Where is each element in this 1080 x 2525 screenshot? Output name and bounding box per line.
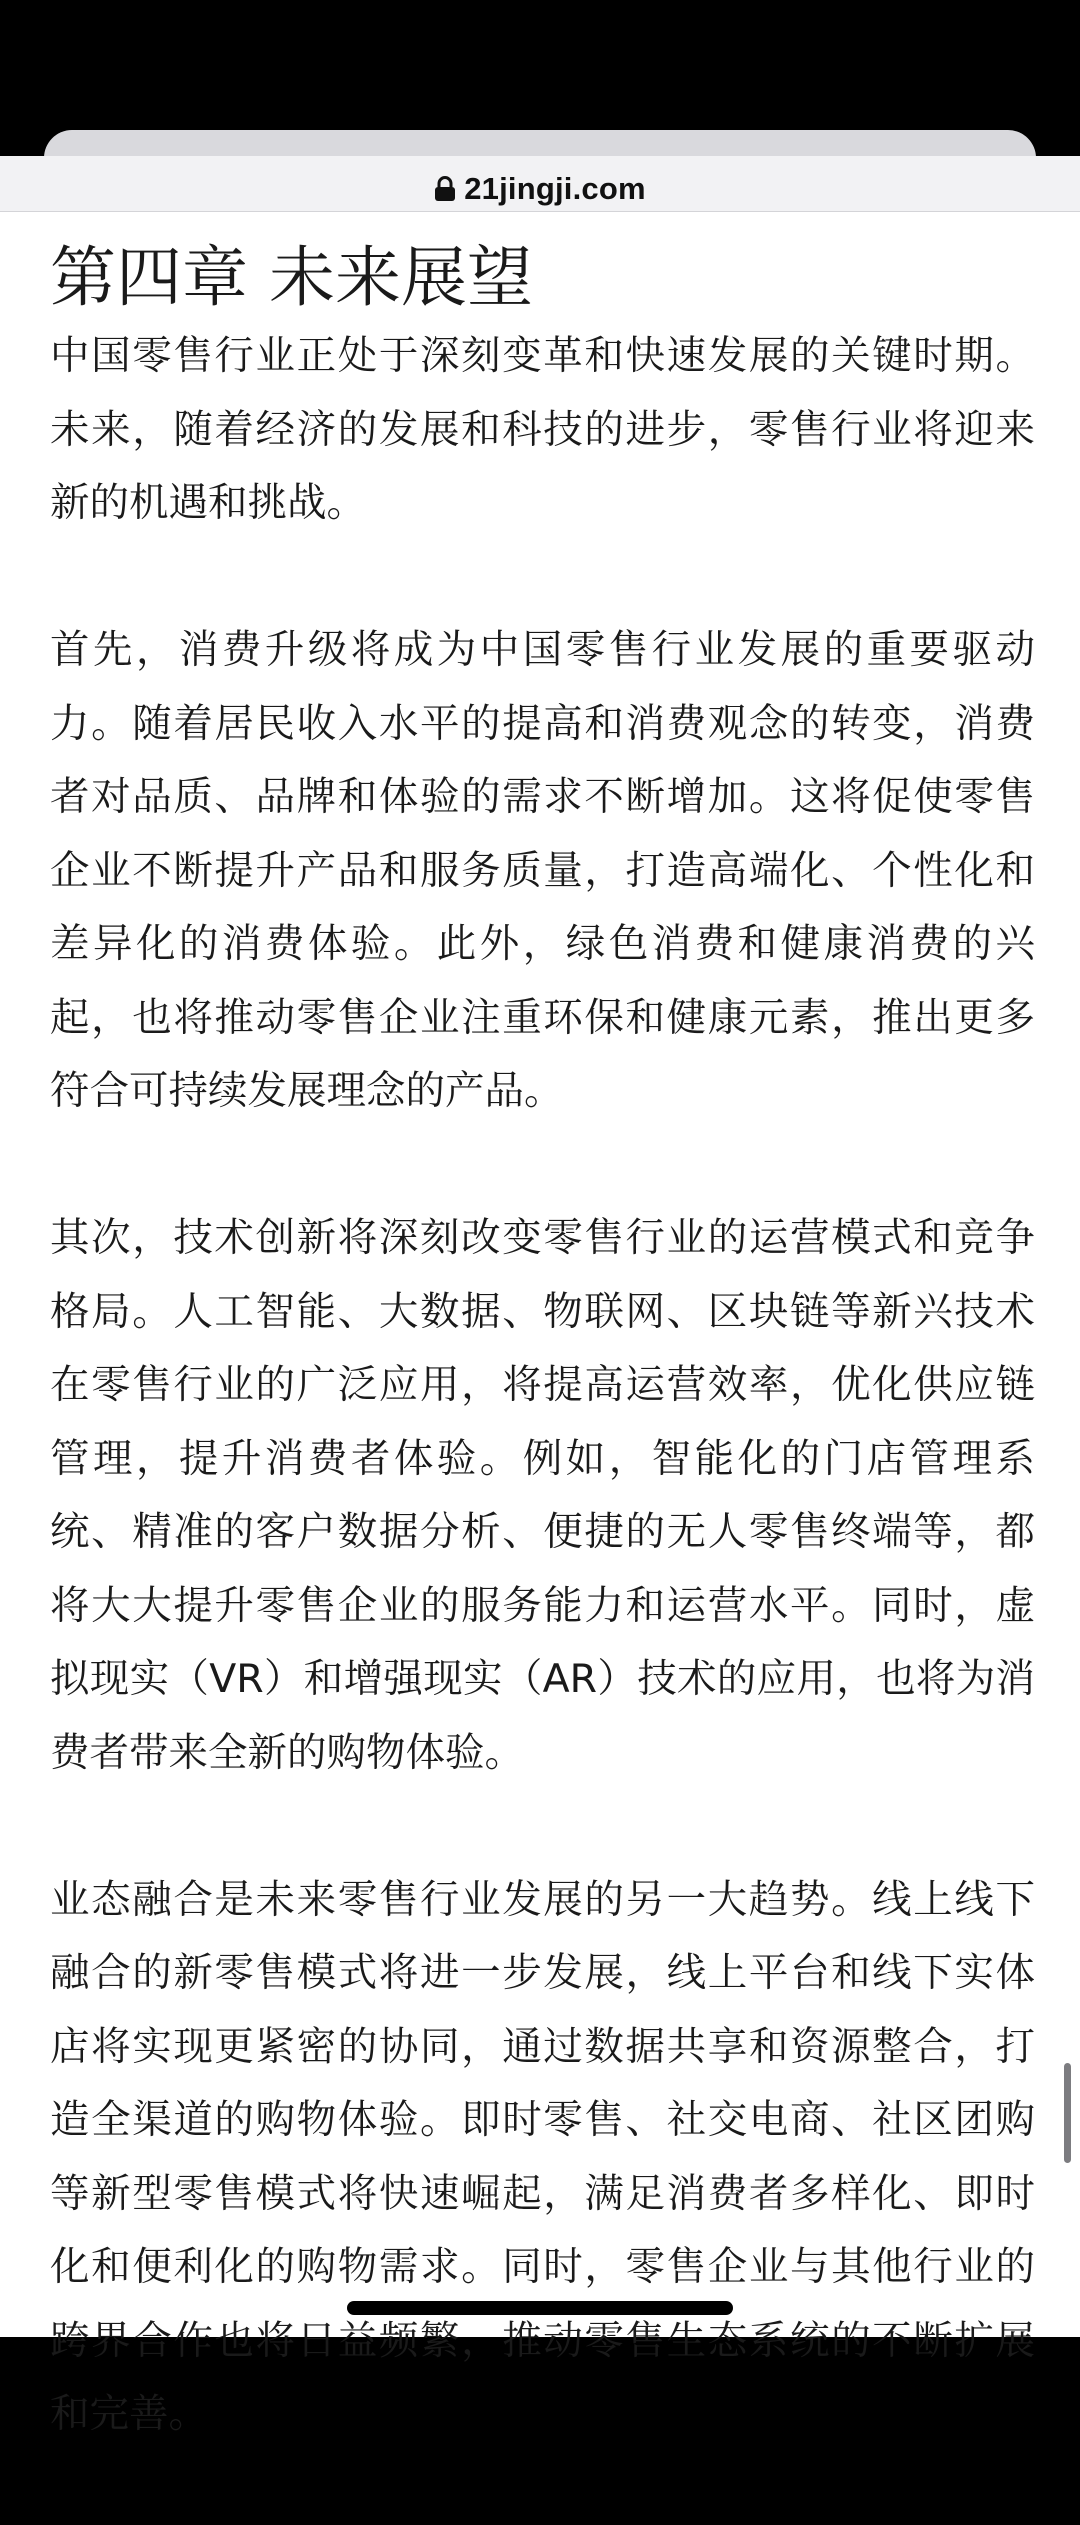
url-bar[interactable] xyxy=(0,156,1080,212)
home-indicator[interactable] xyxy=(347,2301,733,2315)
article-paragraph: 其次，技术创新将深刻改变零售行业的运营模式和竞争格局。人工智能、大数据、物联网、区块链等新兴技术在零售行业的广泛应用，将提高运营效率，优化供应链管理，提升消费者体验。例如，智能化的门店管理系统、精准的客户数据分析、便捷的无人零售终端等，都将大大提升零售企业的服务能力和运营水平。同时，虚拟现实（VR）和增强现实（AR）技术的应用，也将为消费者带来全新的购物体验。 xyxy=(50,1215,1035,1776)
article-paragraph: 中国零售行业正处于深刻变革和快速发展的关键时期。未来，随着经济的发展和科技的进步，零售行业将迎来新的机遇和挑战。 xyxy=(50,333,1035,526)
browser-page[interactable] xyxy=(0,156,1080,2437)
article-paragraph: 首先，消费升级将成为中国零售行业发展的重要驱动力。随着居民收入水平的提高和消费观念的转变，消费者对品质、品牌和体验的需求不断增加。这将促使零售企业不断提升产品和服务质量，打造高端化、个性化和差异化的消费体验。此外，绿色消费和健康消费的兴起，也将推动零售企业注重环保和健康元素，推出更多符合可持续发展理念的产品。 xyxy=(50,627,1035,1114)
article-content xyxy=(50,236,1035,2525)
article-paragraph: 业态融合是未来零售行业发展的另一大趋势。线上线下融合的新零售模式将进一步发展，线上平台和线下实体店将实现更紧密的协同，通过数据共享和资源整合，打造全渠道的购物体验。即时零售、社交电商、社区团购等新型零售模式将快速崛起，满足消费者多样化、即时化和便利化的购物需求。同时，零售企业与其他行业的跨界合作也将日益频繁，推动零售生态系统的不断扩展和完善。 xyxy=(50,1876,1035,2437)
url-text: 21jingji.com xyxy=(464,171,646,206)
chapter-title: 第四章 未来展望 xyxy=(50,239,533,316)
lock-icon xyxy=(434,176,456,202)
scrollbar[interactable] xyxy=(1064,2063,1071,2163)
url-display[interactable] xyxy=(434,169,646,209)
